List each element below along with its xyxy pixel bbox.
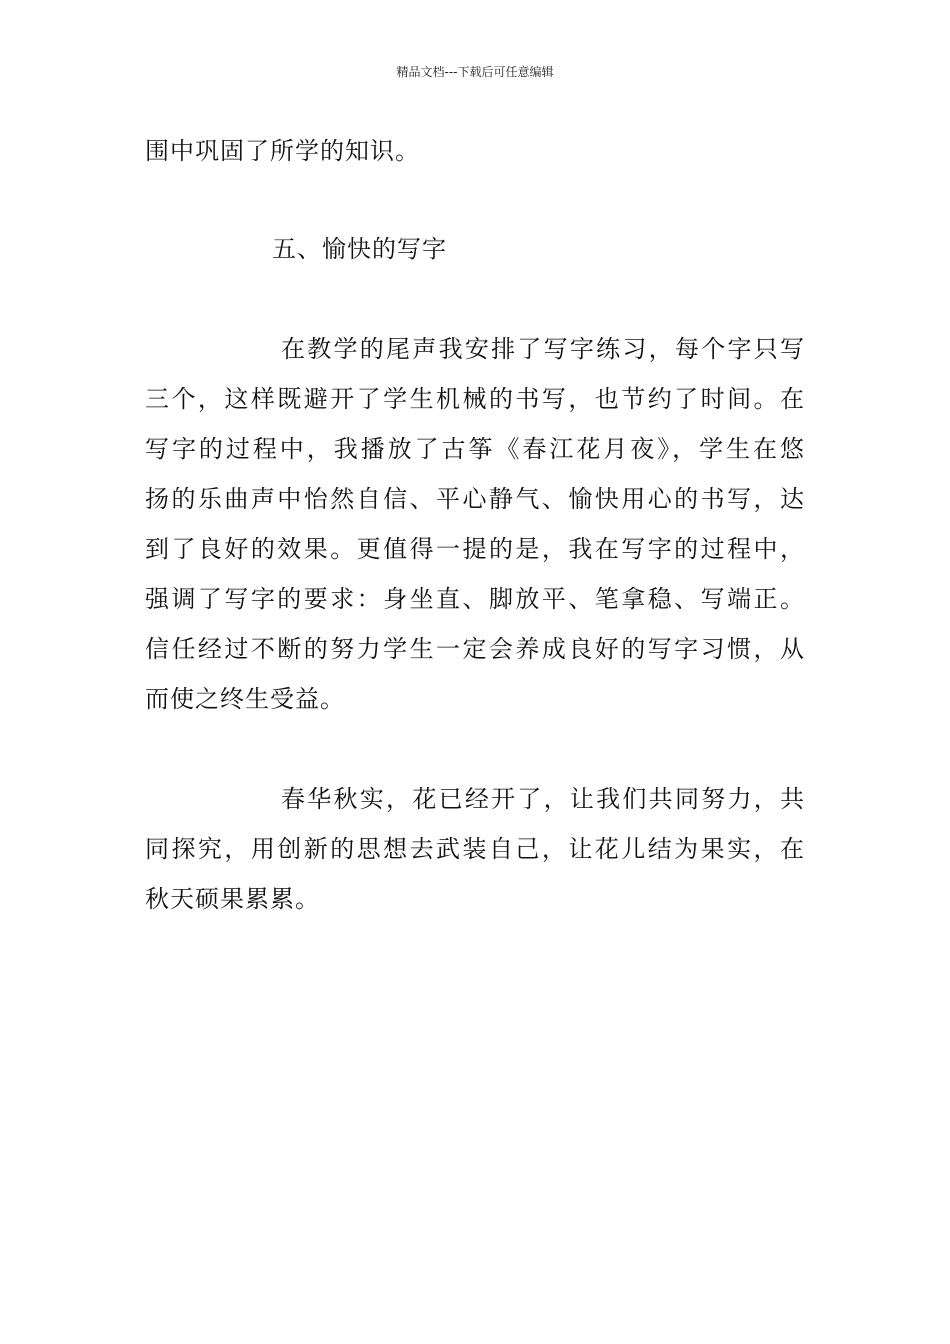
text-line: 围中巩固了所学的知识。 bbox=[145, 137, 420, 165]
text-line: 在教学的尾声我安排了写字练习，每个字只写 bbox=[281, 335, 805, 363]
text-line: 而使之终生受益。 bbox=[145, 685, 345, 713]
text-line: 秋天硕果累累。 bbox=[145, 885, 320, 913]
text-line: 信任经过不断的努力学生一定会养成良好的写字习惯，从 bbox=[145, 635, 805, 663]
page-header: 精品文档---下载后可任意编辑 bbox=[396, 65, 554, 79]
text-line: 春华秋实，花已经开了，让我们共同努力，共 bbox=[281, 785, 805, 813]
text-line: 三个，这样既避开了学生机械的书写，也节约了时间。在 bbox=[145, 385, 805, 413]
text-line: 同探究，用创新的思想去武装自己，让花儿结为果实，在 bbox=[145, 835, 805, 863]
text-line: 到了良好的效果。更值得一提的是，我在写字的过程中， bbox=[145, 535, 805, 563]
text-line: 强调了写字的要求：身坐直、脚放平、笔拿稳、写端正。 bbox=[145, 585, 805, 613]
text-line: 写字的过程中，我播放了古筝《春江花月夜》，学生在悠 bbox=[145, 435, 805, 463]
section-heading: 五、愉快的写字 bbox=[272, 235, 447, 263]
text-line: 扬的乐曲声中怡然自信、平心静气、愉快用心的书写，达 bbox=[145, 485, 805, 513]
